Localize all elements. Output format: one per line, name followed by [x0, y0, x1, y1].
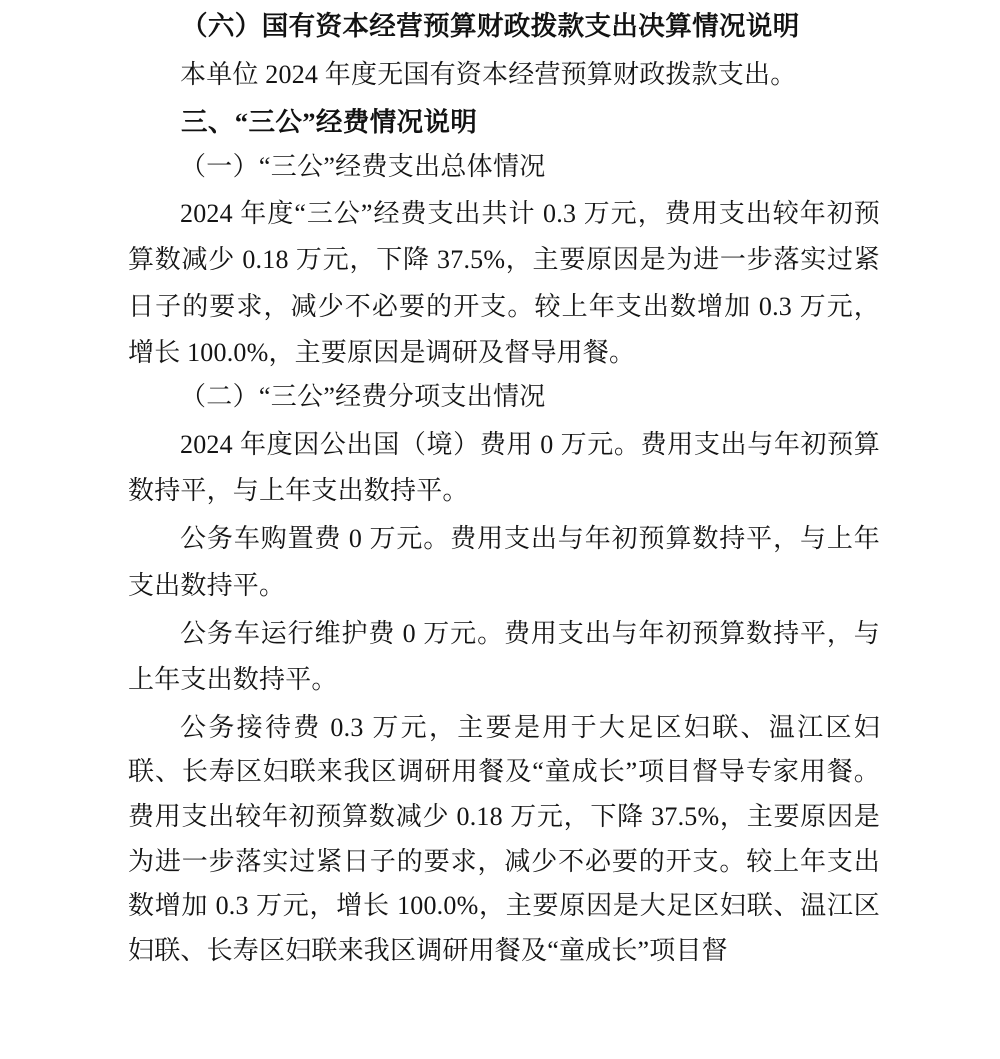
vehicle-purchase-expense-paragraph: 公务车购置费 0 万元。费用支出与年初预算数持平，与上年支出数持平。: [128, 524, 880, 600]
vehicle-operation-expense-paragraph: 公务车运行维护费 0 万元。费用支出与年初预算数持平，与上年支出数持平。: [128, 619, 880, 695]
section-six-body-paragraph: 本单位 2024 年度无国有资本经营预算财政拨款支出。: [180, 59, 797, 89]
official-reception-expense-paragraph: 公务接待费 0.3 万元，主要是用于大足区妇联、温江区妇联、长寿区妇联来我区调研用餐及“童成长”项目督导专家用餐。费用支出较年初预算数减少 0.18 万元，下降 37.5%，主要原因是为进一步落实过紧日子的要求，减少不必要的开支。较上年支出数增加 0.3 万元，增长 100.0%，主要原因是大足区妇联、温江区妇联、长寿区妇联来我区调研用餐及“童成长”项目督: [128, 712, 880, 966]
overseas-travel-expense-paragraph: 2024 年度因公出国（境）费用 0 万元。费用支出与年初预算数持平，与上年支出数持平。: [128, 429, 880, 506]
section-three-one-paragraph: 2024 年度“三公”经费支出共计 0.3 万元，费用支出较年初预算数减少 0.18 万元，下降 37.5%，主要原因是为进一步落实过紧日子的要求，减少不必要的开支。较上年支出数增加 0.3 万元，增长 100.0%，主要原因是调研及督导用餐。: [128, 199, 880, 367]
section-six-heading: （六）国有资本经营预算财政拨款支出决算情况说明: [181, 11, 800, 41]
section-three-heading: 三、“三公”经费情况说明: [181, 106, 478, 137]
section-three-two-heading: （二）“三公”经费分项支出情况: [180, 382, 546, 412]
section-three-one-heading: （一）“三公”经费支出总体情况: [180, 151, 546, 181]
